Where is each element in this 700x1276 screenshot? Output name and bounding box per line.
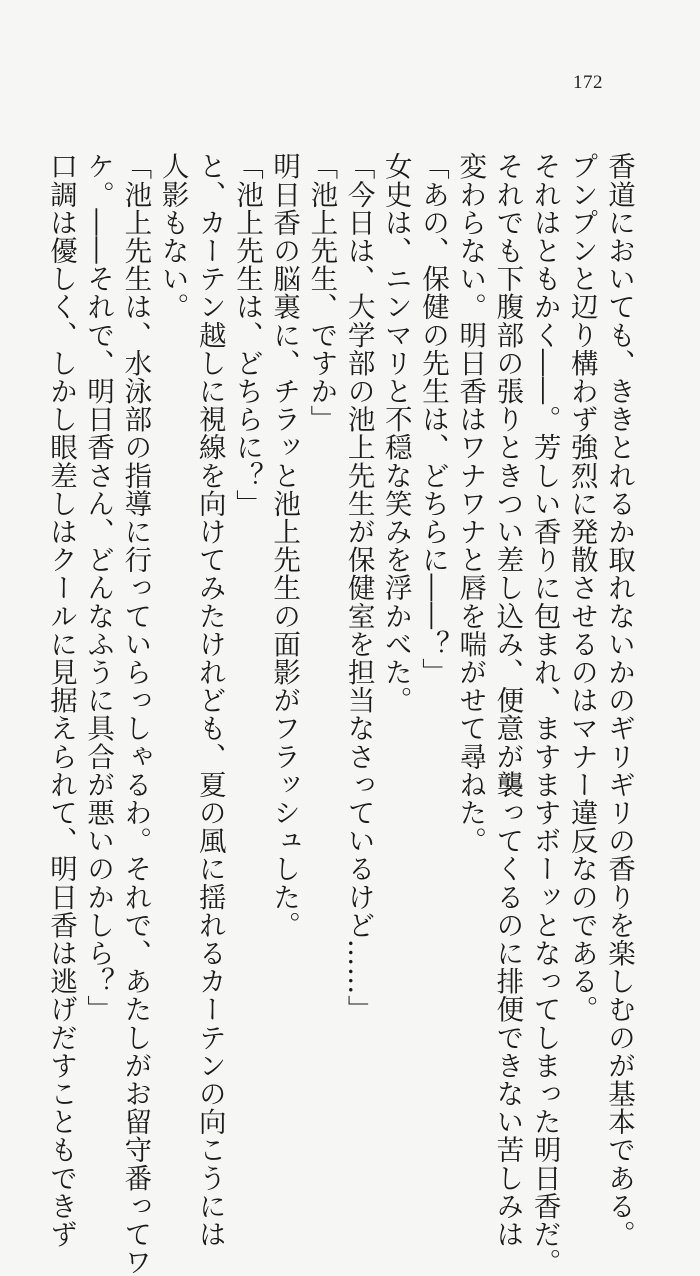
text-line: と、カーテン越しに視線を向けてみたけれども、夏の風に揺れるカーテンの向こうには (193, 152, 226, 1248)
text-line: 「今日は、大学部の池上先生が保健室を担当なさっているけど……」 (342, 152, 375, 1024)
page-number: 172 (573, 72, 603, 93)
text-line: 変わらない。明日香はワナワナと唇を喘がせて尋ねた。 (454, 152, 487, 855)
text-line: それはともかく――。芳しい香りに包まれ、ますますボーッとなってしまった明日香だ。 (528, 152, 561, 1276)
text-line: 「あの、保健の先生は、どちらに――？」 (416, 152, 449, 686)
text-line: 「池上先生は、水泳部の指導に行っていらっしゃるわ。それで、あたしがお留守番ってワ (119, 152, 152, 1276)
text-line: それでも下腹部の張りときつい差し込み、便意が襲ってくるのに排便できない苦しみは (491, 152, 524, 1248)
text-line: 「池上先生、ですか」 (305, 152, 338, 433)
text-line: 明日香の脳裏に、チラッと池上先生の面影がフラッシュした。 (268, 152, 301, 939)
text-line: 女史は、ニンマリと不穏な笑みを浮かべた。 (379, 152, 412, 714)
text-line: 口調は優しく、しかし眼差しはクールに見据えられて、明日香は逃げだすこともできず (44, 152, 77, 1248)
text-line: プンプンと辺り構わず強烈に発散させるのはマナー違反なのである。 (565, 152, 598, 1024)
text-line: 人影もない。 (156, 152, 189, 321)
text-line: ケ。――それで、明日香さん、どんなふうに具合が悪いのかしら？」 (82, 152, 115, 1024)
text-line: 香道においても、ききとれるか取れないかのギリギリの香りを楽しむのが基本である。 (603, 152, 635, 1248)
vertical-body-text (42, 152, 637, 1276)
text-line: 「池上先生は、どちらに？」 (230, 152, 263, 518)
